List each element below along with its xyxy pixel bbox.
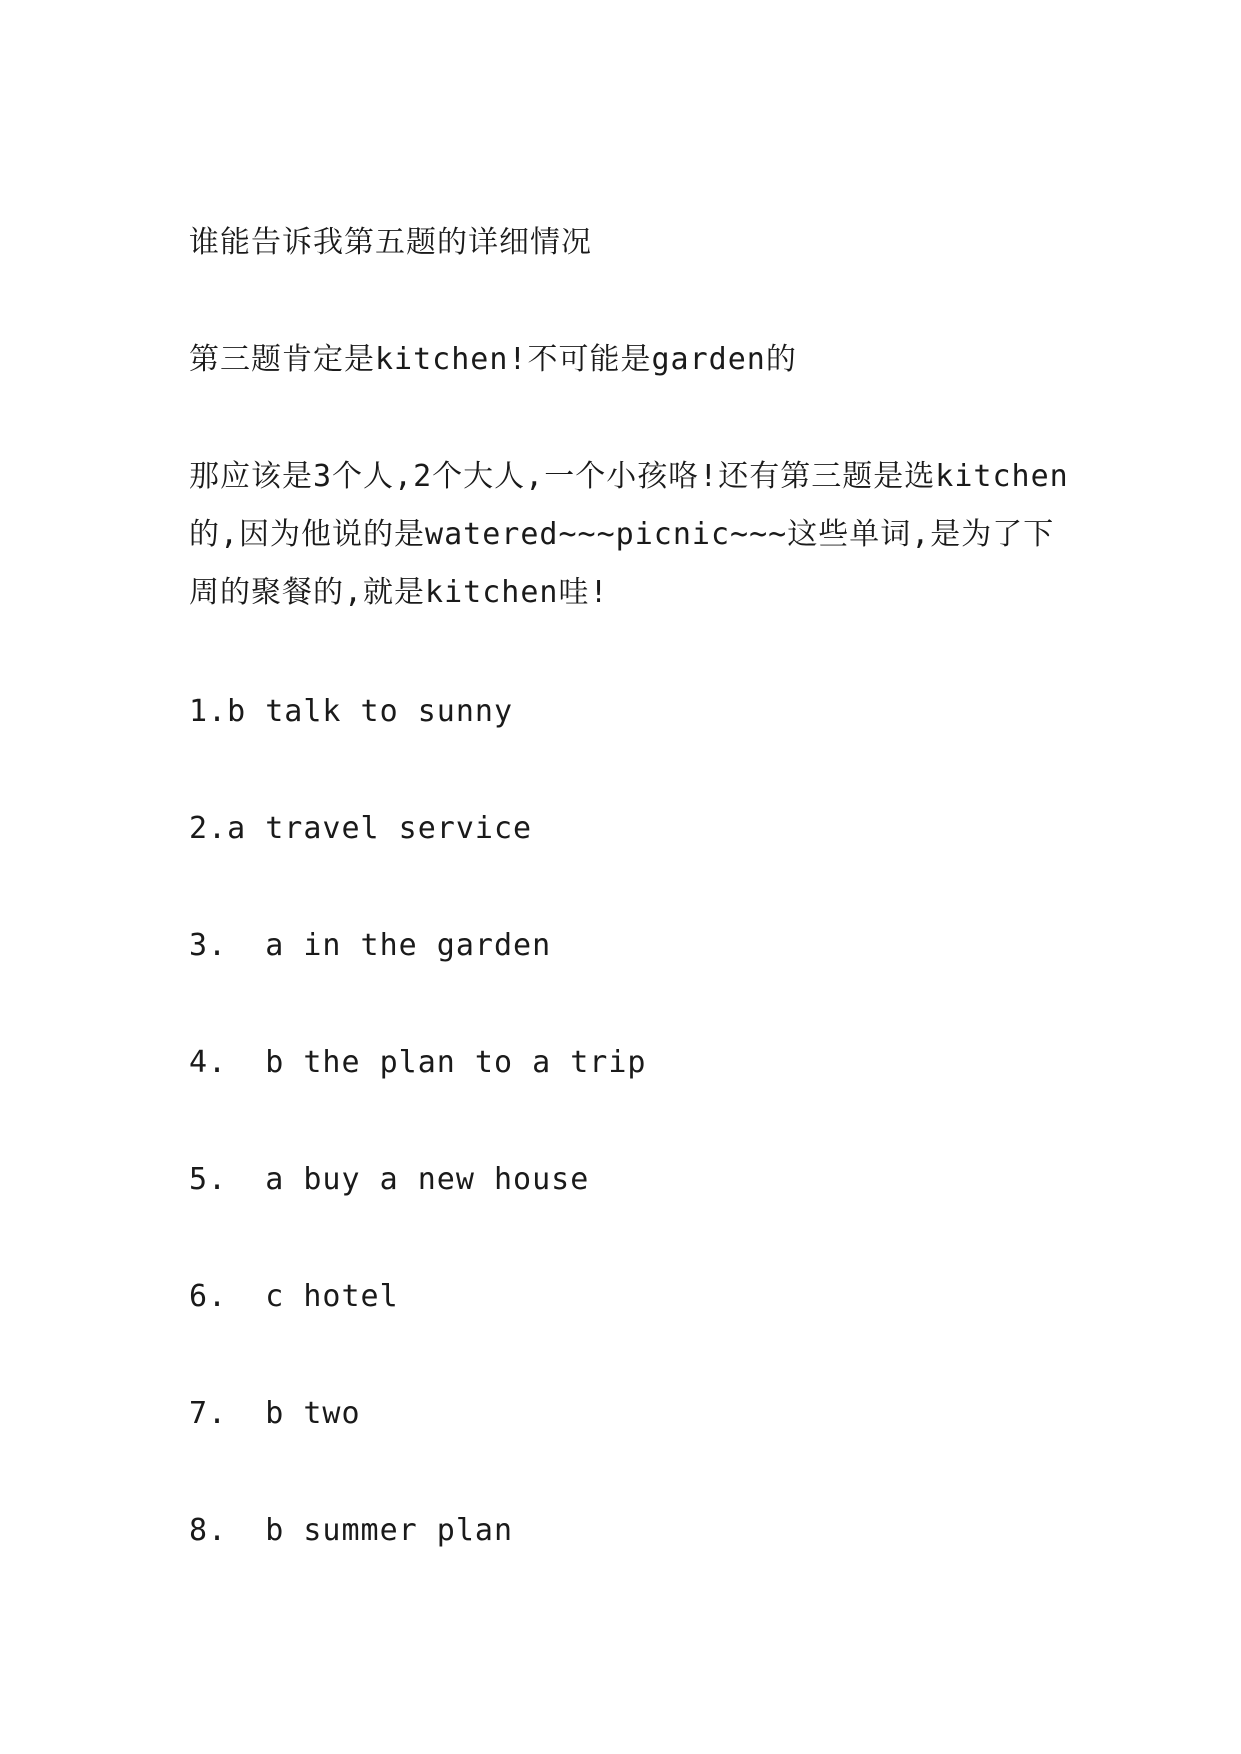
answer-line-3: 3. a in the garden [189,928,552,963]
answer-line-5: 5. a buy a new house [189,1162,590,1197]
kitchen-claim-paragraph: 第三题肯定是kitchen!不可能是garden的 [189,342,797,377]
explanation-paragraph: 那应该是3个人,2个大人,一个小孩咯!还有第三题是选kitchen的,因为他说的是watered~~~picnic~~~这些单词,是为了下周的聚餐的,就是kitchen哇! [189,459,1069,610]
answer-line-4: 4. b the plan to a trip [189,1045,647,1080]
answer-line-7: 7. b two [189,1396,361,1431]
answer-line-6: 6. c hotel [189,1279,399,1314]
question-paragraph: 谁能告诉我第五题的详细情况 [189,225,592,260]
answer-line-1: 1.b talk to sunny [189,694,514,729]
answer-line-8: 8. b summer plan [189,1513,514,1548]
answer-line-2: 2.a travel service [189,811,533,846]
